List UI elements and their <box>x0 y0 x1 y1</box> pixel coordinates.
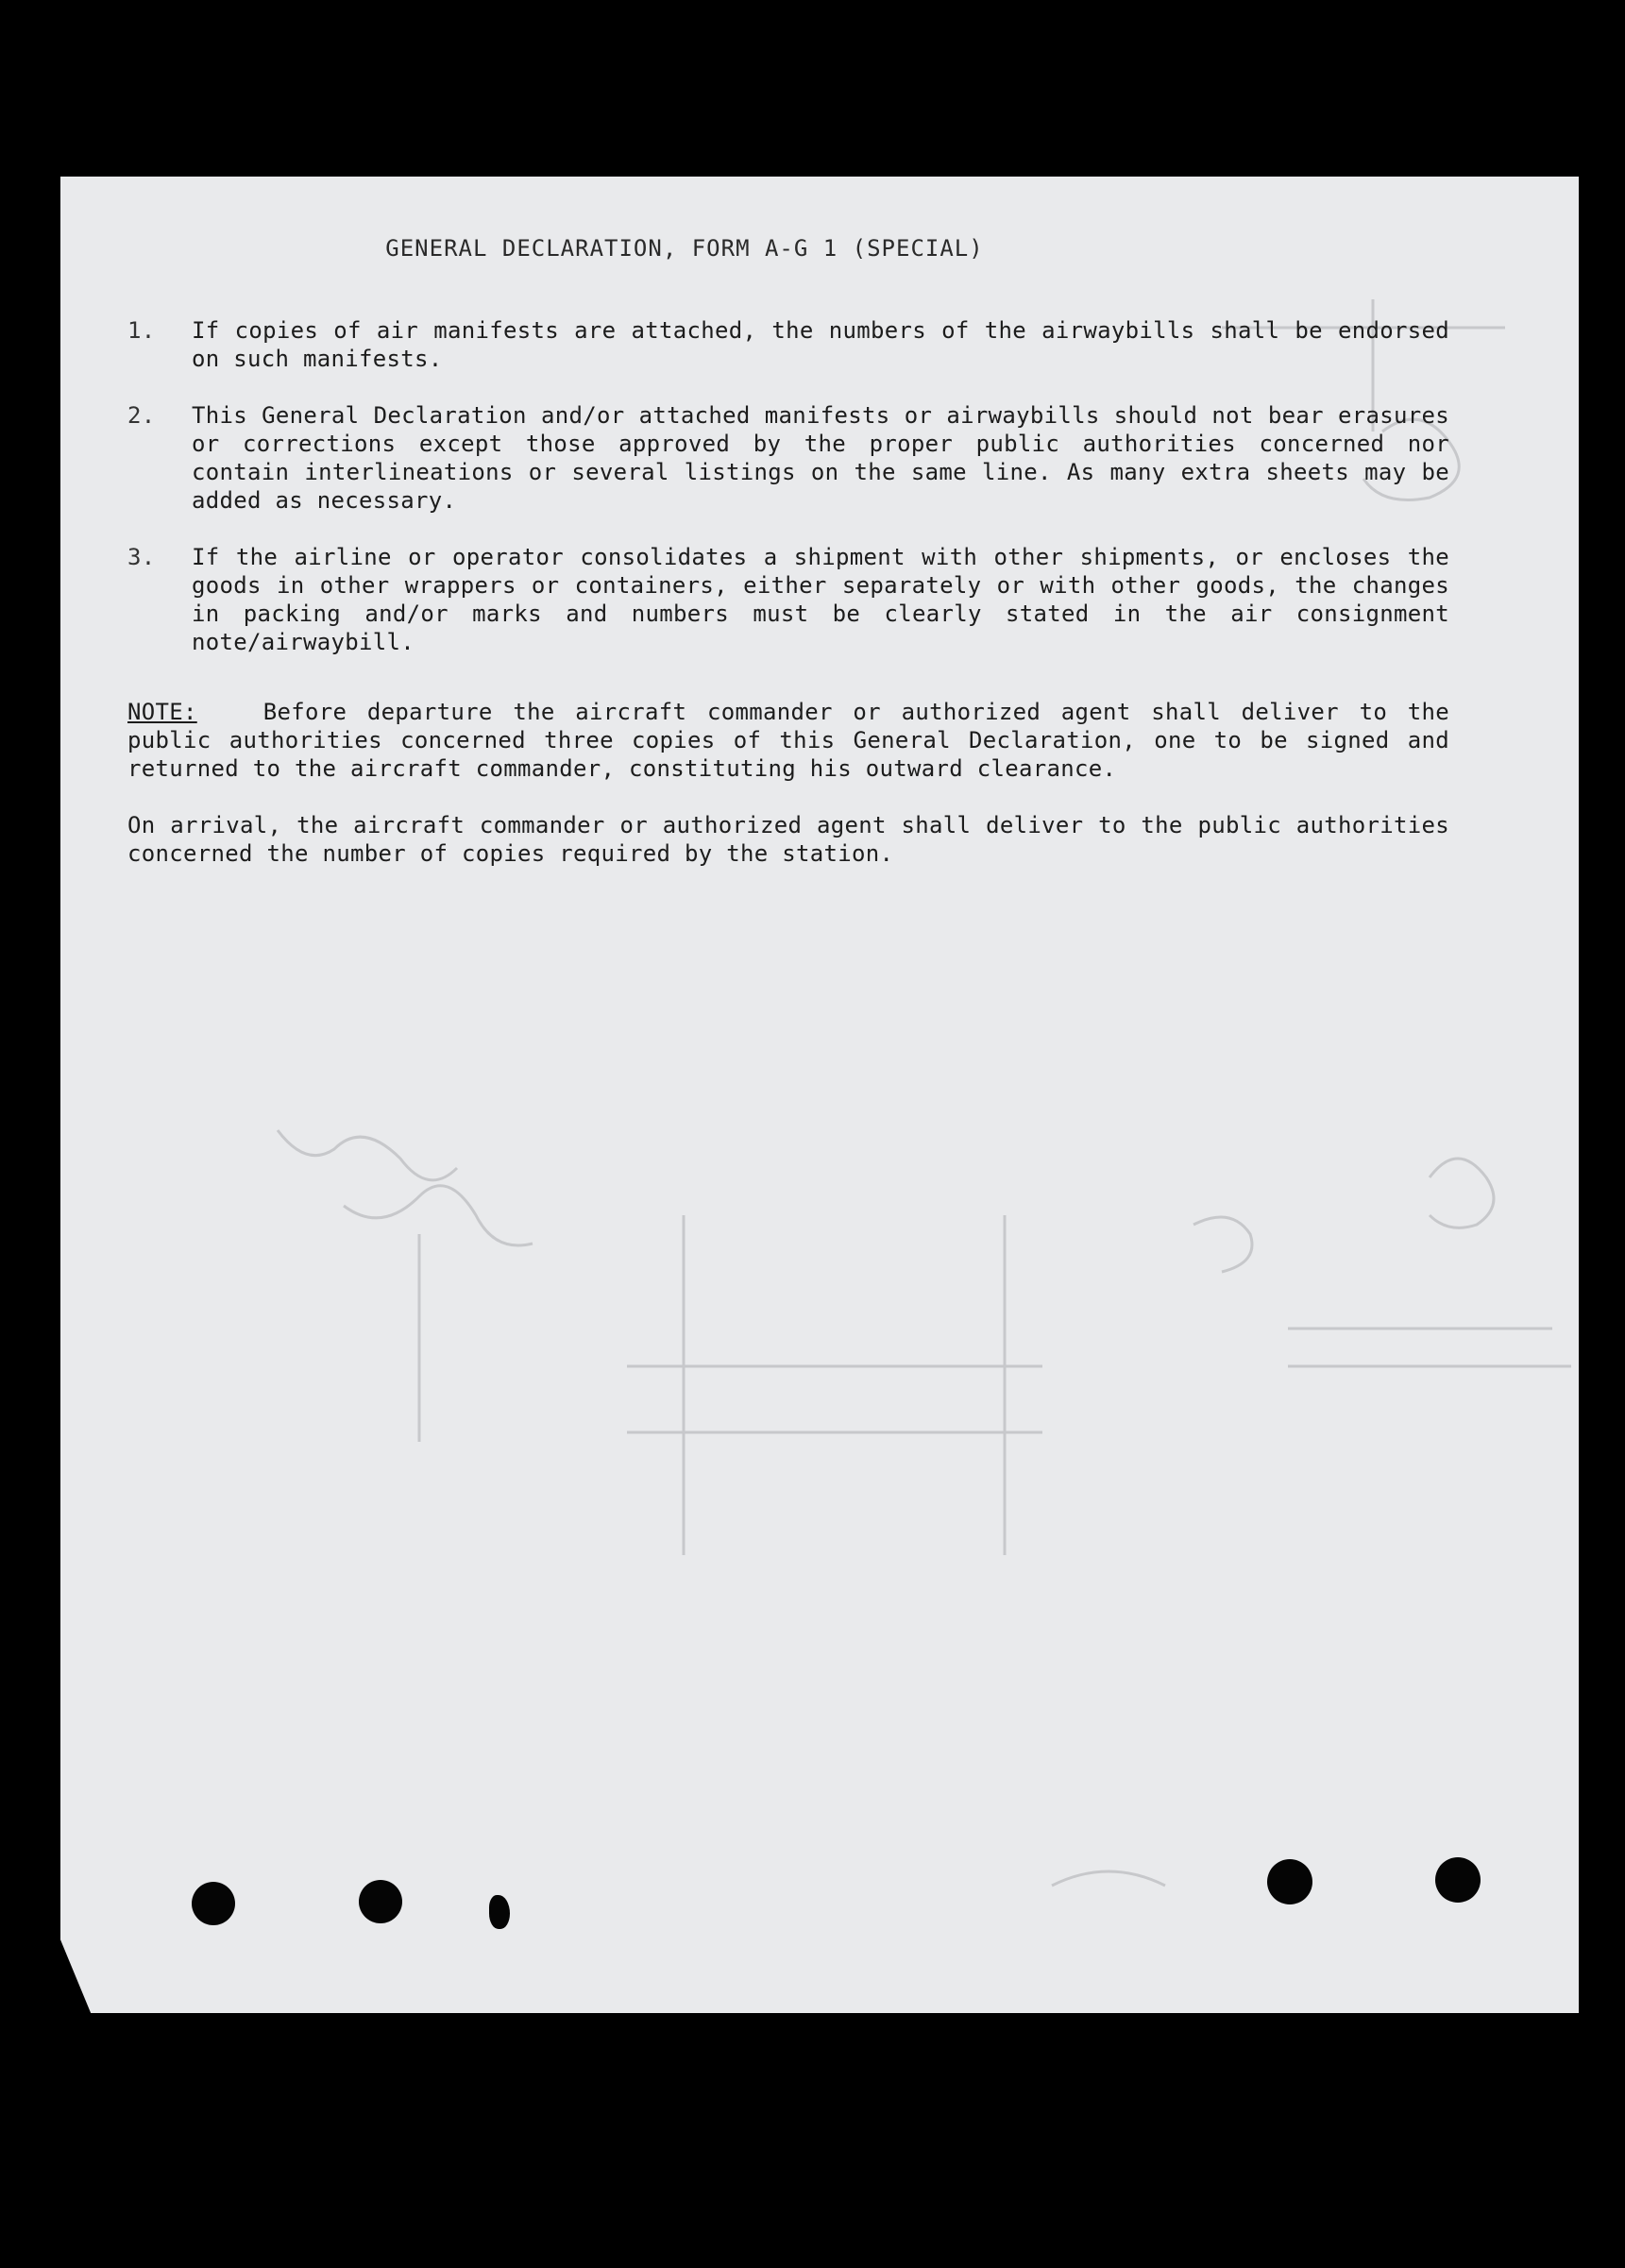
note-label: NOTE: <box>127 699 197 725</box>
item-number: 2. <box>127 402 156 429</box>
list-item <box>127 316 1449 373</box>
punch-hole-3 <box>1267 1859 1312 1904</box>
page-title: GENERAL DECLARATION, FORM A-G 1 (SPECIAL) <box>385 235 984 262</box>
item-number: 1. <box>127 317 156 344</box>
punch-hole-2 <box>359 1880 402 1923</box>
list-item <box>127 543 1449 656</box>
list-item <box>127 401 1449 515</box>
note-text: Before departure the aircraft commander or authorized agent shall deliver to the public authorities concerned three copies of this General Declaration, one to be signed and returned to the aircraft commander, constituting his outward clearance. <box>127 699 1449 782</box>
arrival-paragraph: On arrival, the aircraft commander or authorized agent shall deliver to the public authorities concerned the number of copies required by the station. <box>127 812 1449 867</box>
punch-hole-4 <box>1435 1857 1481 1903</box>
item-text: If copies of air manifests are attached, the numbers of the airwaybills shall be endorsed on such manifests. <box>192 317 1449 372</box>
declaration-text <box>127 234 1449 868</box>
note-paragraph <box>127 698 1449 783</box>
ink-blot <box>489 1895 510 1929</box>
item-text: If the airline or operator consolidates a shipment with other shipments, or encloses the goods in other wrappers or containers, either separately or with other goods, the changes in packing and/or marks and numbers must be clearly stated in the air consignment note/airwaybill. <box>192 544 1449 655</box>
punch-hole-1 <box>192 1882 235 1925</box>
item-number: 3. <box>127 544 156 570</box>
item-text: This General Declaration and/or attached manifests or airwaybills should not bear erasures or corrections except those approved by the proper public authorities concerned nor contain interlineations or several listings on the same line. As many extra sheets may be added as necessary. <box>192 402 1449 514</box>
